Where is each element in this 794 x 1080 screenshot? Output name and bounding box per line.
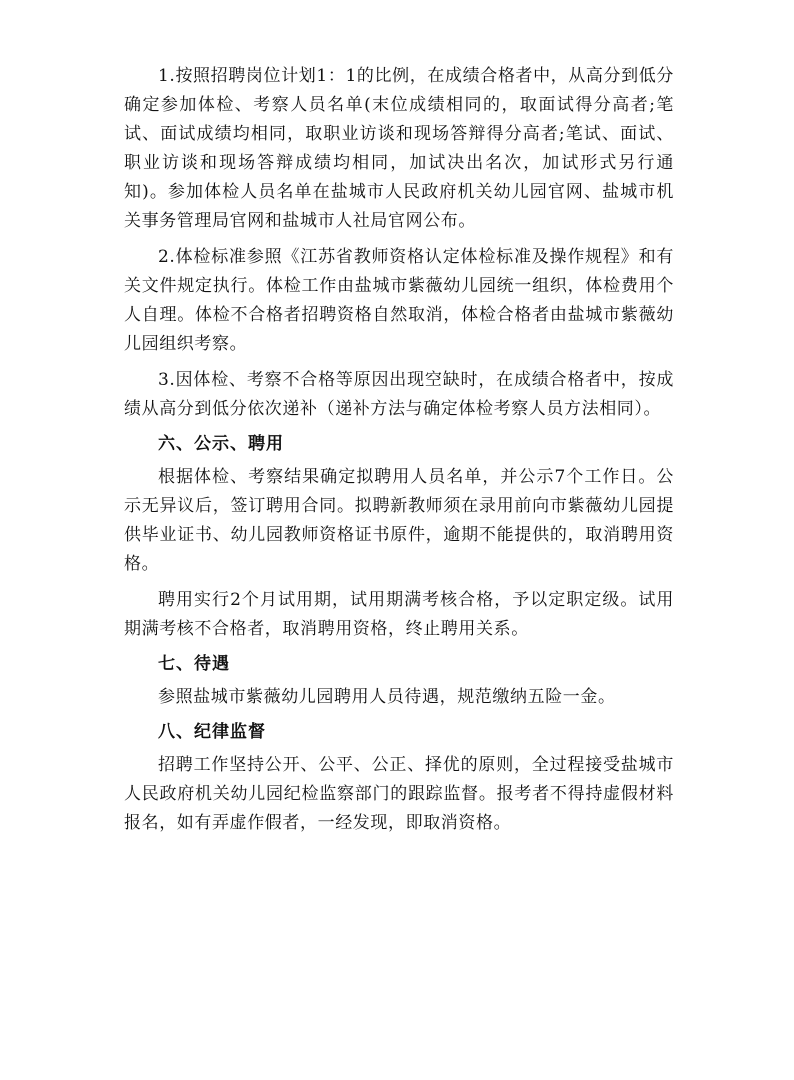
paragraph-physical-exam-standard: 2.体检标准参照《江苏省教师资格认定体检标准及操作规程》和有关文件规定执行。体检工作由盐城市紫薇幼儿园统一组织，体检费用个人自理。体检不合格者招聘资格自然取消，体检合格者由盐城市紫薇幼儿园组织考察。 xyxy=(124,247,674,354)
heading-publicity-employment: 六、公示、聘用 xyxy=(158,434,284,454)
document-page xyxy=(124,62,674,838)
paragraph-probation: 聘用实行2个月试用期，试用期满考核合格，予以定职定级。试用期满考核不合格者，取消聘用资格，终止聘用关系。 xyxy=(124,590,674,639)
paragraph-vacancy-fill: 3.因体检、考察不合格等原因出现空缺时，在成绩合格者中，按成绩从高分到低分依次递补（递补方法与确定体检考察人员方法相同）。 xyxy=(124,370,674,419)
paragraph-physical-exam-list: 1.按照招聘岗位计划1：1的比例，在成绩合格者中，从高分到低分确定参加体检、考察人员名单(末位成绩相同的，取面试得分高者;笔试、面试成绩均相同，取职业访谈和现场答辩得分高者;笔试、面试、职业访谈和现场答辩成绩均相同，加试决出名次，加试形式另行通知)。参加体检人员名单在盐城市人民政府机关幼儿园官网、盐城市机关事务管理局官网和盐城市人社局官网公布。 xyxy=(124,66,674,231)
paragraph-treatment: 参照盐城市紫薇幼儿园聘用人员待遇，规范缴纳五险一金。 xyxy=(158,687,616,707)
paragraph-discipline: 招聘工作坚持公开、公平、公正、择优的原则，全过程接受盐城市人民政府机关幼儿园纪检监察部门的跟踪监督。报考者不得持虚假材料报名，如有弄虚作假者，一经发现，即取消资格。 xyxy=(124,755,674,833)
paragraph-publicity: 根据体检、考察结果确定拟聘用人员名单，并公示7个工作日。公示无异议后，签订聘用合同。拟聘新教师须在录用前向市紫薇幼儿园提供毕业证书、幼儿园教师资格证书原件，逾期不能提供的，取消聘用资格。 xyxy=(124,467,674,574)
heading-discipline: 八、纪律监督 xyxy=(158,722,266,742)
heading-treatment: 七、待遇 xyxy=(158,654,230,674)
